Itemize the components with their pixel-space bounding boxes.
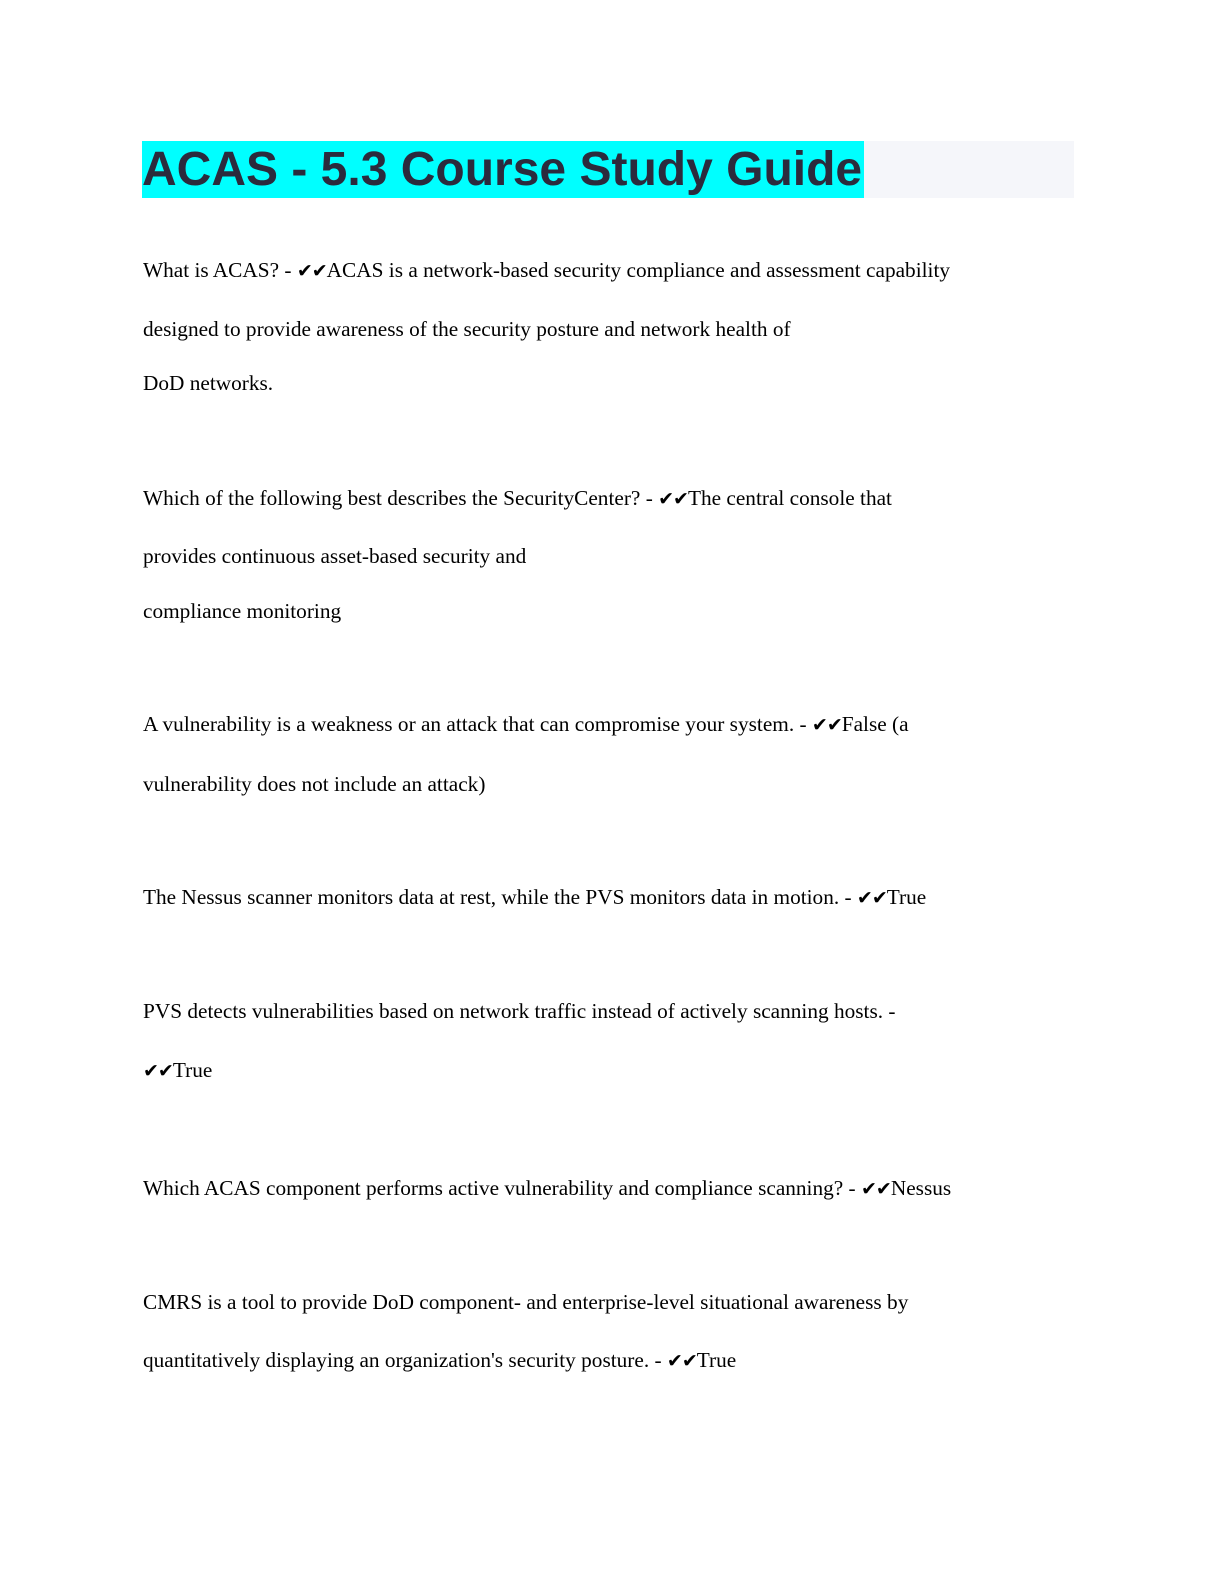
check-mark-icon: ✔✔ bbox=[666, 1350, 697, 1372]
answer-text: The central console that bbox=[687, 486, 892, 510]
answer-text: ACAS is a network-based security compliance and assessment capability bbox=[326, 258, 951, 282]
question-text: quantitatively displaying an organization's security posture. - bbox=[143, 1348, 667, 1372]
question-text: A vulnerability is a weakness or an attack that can compromise your system. - bbox=[143, 712, 812, 736]
qa-item-2-line-2: provides continuous asset-based security and bbox=[143, 544, 527, 568]
document-title: ACAS - 5.3 Course Study Guide bbox=[142, 143, 863, 196]
question-text: What is ACAS? - bbox=[143, 258, 297, 282]
check-mark-icon: ✔✔ bbox=[860, 1178, 891, 1200]
qa-item-7-line-2 bbox=[143, 1346, 736, 1375]
check-mark-icon: ✔✔ bbox=[856, 887, 887, 909]
check-mark-icon: ✔✔ bbox=[296, 260, 327, 282]
qa-item-2-line-1 bbox=[143, 484, 892, 513]
question-text: The Nessus scanner monitors data at rest, while the PVS monitors data in motion. - bbox=[143, 885, 857, 909]
qa-item-5-line-1: PVS detects vulnerabilities based on network traffic instead of actively scanning hosts. - bbox=[143, 999, 896, 1023]
qa-item-1-line-2: designed to provide awareness of the security posture and network health of bbox=[143, 317, 791, 341]
check-mark-icon: ✔✔ bbox=[143, 1060, 173, 1082]
answer-text: True bbox=[886, 885, 927, 909]
qa-item-6-line-1 bbox=[143, 1174, 951, 1203]
qa-item-4-line-1 bbox=[143, 883, 926, 912]
answer-text: True bbox=[696, 1348, 737, 1372]
qa-item-5-line-2 bbox=[143, 1056, 212, 1085]
qa-item-2-line-3: compliance monitoring bbox=[143, 599, 342, 623]
question-text: Which of the following best describes the SecurityCenter? - bbox=[143, 486, 659, 510]
question-text: Which ACAS component performs active vulnerability and compliance scanning? - bbox=[143, 1176, 861, 1200]
qa-item-1-line-1 bbox=[143, 256, 950, 285]
answer-text: False (a bbox=[841, 712, 909, 736]
check-mark-icon: ✔✔ bbox=[658, 488, 688, 510]
check-mark-icon: ✔✔ bbox=[811, 714, 842, 736]
qa-item-1-line-3: DoD networks. bbox=[143, 371, 274, 395]
title-bar bbox=[142, 141, 1074, 198]
answer-text: True bbox=[172, 1058, 213, 1082]
qa-item-7-line-1: CMRS is a tool to provide DoD component- and enterprise-level situational awareness by bbox=[143, 1290, 909, 1314]
qa-item-3-line-1 bbox=[143, 710, 909, 739]
qa-item-3-line-2: vulnerability does not include an attack) bbox=[143, 772, 486, 796]
answer-text: Nessus bbox=[890, 1176, 952, 1200]
